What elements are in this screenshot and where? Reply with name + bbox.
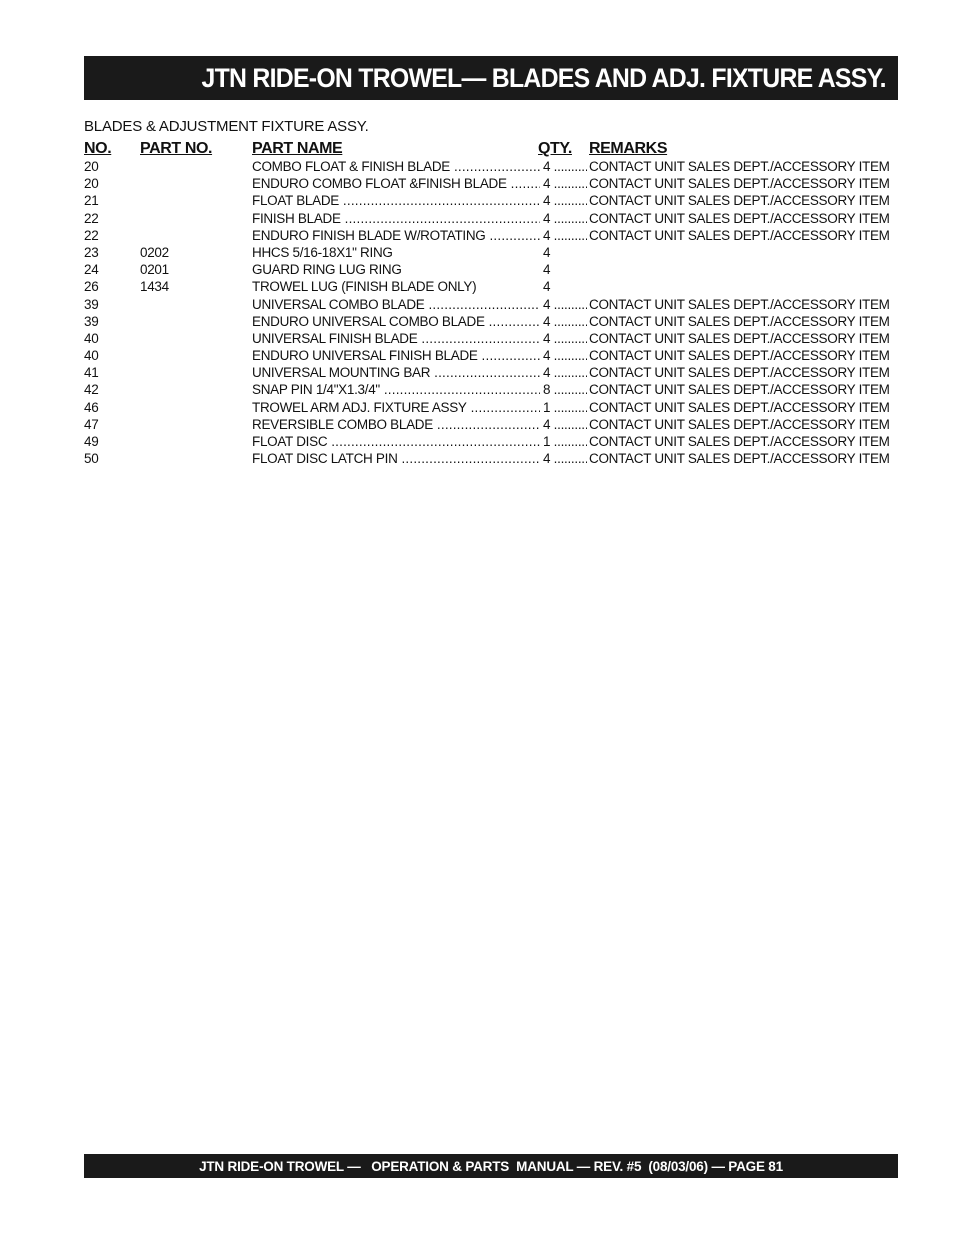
table-row bbox=[84, 450, 898, 467]
table-row bbox=[84, 261, 898, 278]
row-no: 39 bbox=[84, 296, 99, 312]
row-part-no: 0202 bbox=[140, 244, 169, 260]
row-qty: 4 bbox=[543, 279, 551, 295]
row-part-name: TROWEL ARM ADJ. FIXTURE ASSY ..... bbox=[252, 399, 540, 416]
table-row bbox=[84, 278, 898, 295]
row-part-name: HHCS 5/16-18X1" RING bbox=[252, 244, 393, 260]
row-no: 22 bbox=[84, 210, 99, 226]
row-remarks: CONTACT UNIT SALES DEPT./ACCESSORY ITEM bbox=[589, 193, 890, 209]
row-no: 26 bbox=[84, 279, 99, 295]
row-part-name: ENDURO UNIVERSAL FINISH BLADE ..... bbox=[252, 347, 540, 364]
row-no: 40 bbox=[84, 330, 99, 346]
row-remarks: CONTACT UNIT SALES DEPT./ACCESSORY ITEM bbox=[589, 399, 890, 415]
row-remarks: CONTACT UNIT SALES DEPT./ACCESSORY ITEM bbox=[589, 416, 890, 432]
row-qty: 4 ..... bbox=[543, 347, 587, 364]
row-no: 40 bbox=[84, 348, 99, 364]
table-row bbox=[84, 364, 898, 381]
col-header-qty: QTY. bbox=[538, 140, 572, 157]
row-no: 21 bbox=[84, 193, 99, 209]
row-part-name: FLOAT DISC LATCH PIN ..... bbox=[252, 450, 540, 467]
row-qty: 4 ..... bbox=[543, 416, 587, 433]
col-header-no: NO. bbox=[84, 140, 112, 157]
row-part-name: ENDURO FINISH BLADE W/ROTATING ..... bbox=[252, 227, 540, 244]
table-row bbox=[84, 399, 898, 416]
table-row bbox=[84, 433, 898, 450]
table-row bbox=[84, 416, 898, 433]
row-part-name: FLOAT BLADE ..... bbox=[252, 192, 540, 209]
table-row bbox=[84, 192, 898, 209]
table-row bbox=[84, 244, 898, 261]
row-qty: 4 ..... bbox=[543, 192, 587, 209]
row-no: 42 bbox=[84, 382, 99, 398]
row-no: 20 bbox=[84, 176, 99, 192]
row-no: 22 bbox=[84, 227, 99, 243]
row-remarks: CONTACT UNIT SALES DEPT./ACCESSORY ITEM bbox=[589, 176, 890, 192]
page-title-bar bbox=[84, 56, 898, 100]
col-header-remarks: REMARKS bbox=[589, 140, 668, 157]
row-qty: 4 ..... bbox=[543, 158, 587, 175]
row-remarks: CONTACT UNIT SALES DEPT./ACCESSORY ITEM bbox=[589, 434, 890, 449]
row-remarks: CONTACT UNIT SALES DEPT./ACCESSORY ITEM bbox=[589, 451, 890, 467]
row-part-name: ENDURO UNIVERSAL COMBO BLADE ..... bbox=[252, 313, 540, 330]
row-remarks: CONTACT UNIT SALES DEPT./ACCESSORY ITEM bbox=[589, 382, 890, 398]
row-part-no: 1434 bbox=[140, 279, 169, 295]
col-header-part-name: PART NAME bbox=[252, 140, 343, 157]
row-qty: 4 ..... bbox=[543, 296, 587, 313]
footer-bar bbox=[84, 1154, 898, 1178]
row-qty: 1 ..... bbox=[543, 433, 587, 450]
row-qty: 4 ..... bbox=[543, 330, 587, 347]
table-row bbox=[84, 313, 898, 330]
row-qty: 1 ..... bbox=[543, 399, 587, 416]
row-part-name: SNAP PIN 1/4"X1.3/4" ..... bbox=[252, 381, 540, 398]
table-row bbox=[84, 210, 898, 227]
row-part-name: FINISH BLADE ..... bbox=[252, 210, 540, 227]
row-remarks: CONTACT UNIT SALES DEPT./ACCESSORY ITEM bbox=[589, 348, 890, 364]
parts-table bbox=[84, 158, 898, 467]
row-no: 23 bbox=[84, 244, 99, 260]
row-qty: 4 bbox=[543, 244, 551, 260]
row-no: 41 bbox=[84, 365, 99, 381]
table-row bbox=[84, 227, 898, 244]
row-qty: 8 ..... bbox=[543, 381, 587, 398]
row-part-no: 0201 bbox=[140, 262, 169, 278]
row-no: 20 bbox=[84, 159, 99, 174]
row-part-name: UNIVERSAL MOUNTING BAR ..... bbox=[252, 364, 540, 381]
row-remarks: CONTACT UNIT SALES DEPT./ACCESSORY ITEM bbox=[589, 365, 890, 381]
row-part-name: TROWEL LUG (FINISH BLADE ONLY) bbox=[252, 279, 477, 295]
row-qty: 4 ..... bbox=[543, 227, 587, 244]
row-remarks: CONTACT UNIT SALES DEPT./ACCESSORY ITEM bbox=[589, 227, 890, 243]
row-part-name: UNIVERSAL COMBO BLADE ..... bbox=[252, 296, 540, 313]
table-row bbox=[84, 381, 898, 398]
row-qty: 4 ..... bbox=[543, 210, 587, 227]
row-remarks: CONTACT UNIT SALES DEPT./ACCESSORY ITEM bbox=[589, 330, 890, 346]
section-title: BLADES & ADJUSTMENT FIXTURE ASSY. bbox=[84, 118, 369, 135]
row-no: 46 bbox=[84, 399, 99, 415]
row-part-name: ENDURO COMBO FLOAT &FINISH BLADE ..... bbox=[252, 175, 540, 192]
row-remarks: CONTACT UNIT SALES DEPT./ACCESSORY ITEM bbox=[589, 296, 890, 312]
row-part-name: REVERSIBLE COMBO BLADE ..... bbox=[252, 416, 540, 433]
col-header-part-no: PART NO. bbox=[140, 140, 213, 157]
row-no: 47 bbox=[84, 416, 99, 432]
table-row bbox=[84, 175, 898, 192]
table-row bbox=[84, 330, 898, 347]
footer-text: JTN RIDE-ON TROWEL — OPERATION & PARTS MANUAL — REV. #5 (08/03/06) — PAGE 81 bbox=[199, 1158, 783, 1174]
row-no: 49 bbox=[84, 434, 99, 449]
row-qty: 4 ..... bbox=[543, 175, 587, 192]
table-row bbox=[84, 296, 898, 313]
row-no: 24 bbox=[84, 262, 99, 278]
row-qty: 4 ..... bbox=[543, 450, 587, 467]
row-part-name: GUARD RING LUG RING bbox=[252, 262, 402, 278]
row-part-name: UNIVERSAL FINISH BLADE ..... bbox=[252, 330, 540, 347]
row-remarks: CONTACT UNIT SALES DEPT./ACCESSORY ITEM bbox=[589, 313, 890, 329]
page-title: JTN RIDE-ON TROWEL— BLADES AND ADJ. FIXTURE ASSY. bbox=[201, 62, 886, 93]
row-remarks: CONTACT UNIT SALES DEPT./ACCESSORY ITEM bbox=[589, 159, 890, 174]
table-row bbox=[84, 347, 898, 364]
row-remarks: CONTACT UNIT SALES DEPT./ACCESSORY ITEM bbox=[589, 210, 890, 226]
row-qty: 4 bbox=[543, 262, 551, 278]
row-qty: 4 ..... bbox=[543, 313, 587, 330]
row-no: 50 bbox=[84, 451, 99, 467]
row-part-name: FLOAT DISC ..... bbox=[252, 433, 540, 450]
row-part-name: COMBO FLOAT & FINISH BLADE ..... bbox=[252, 158, 540, 175]
row-qty: 4 ..... bbox=[543, 364, 587, 381]
row-no: 39 bbox=[84, 313, 99, 329]
table-row bbox=[84, 158, 898, 175]
